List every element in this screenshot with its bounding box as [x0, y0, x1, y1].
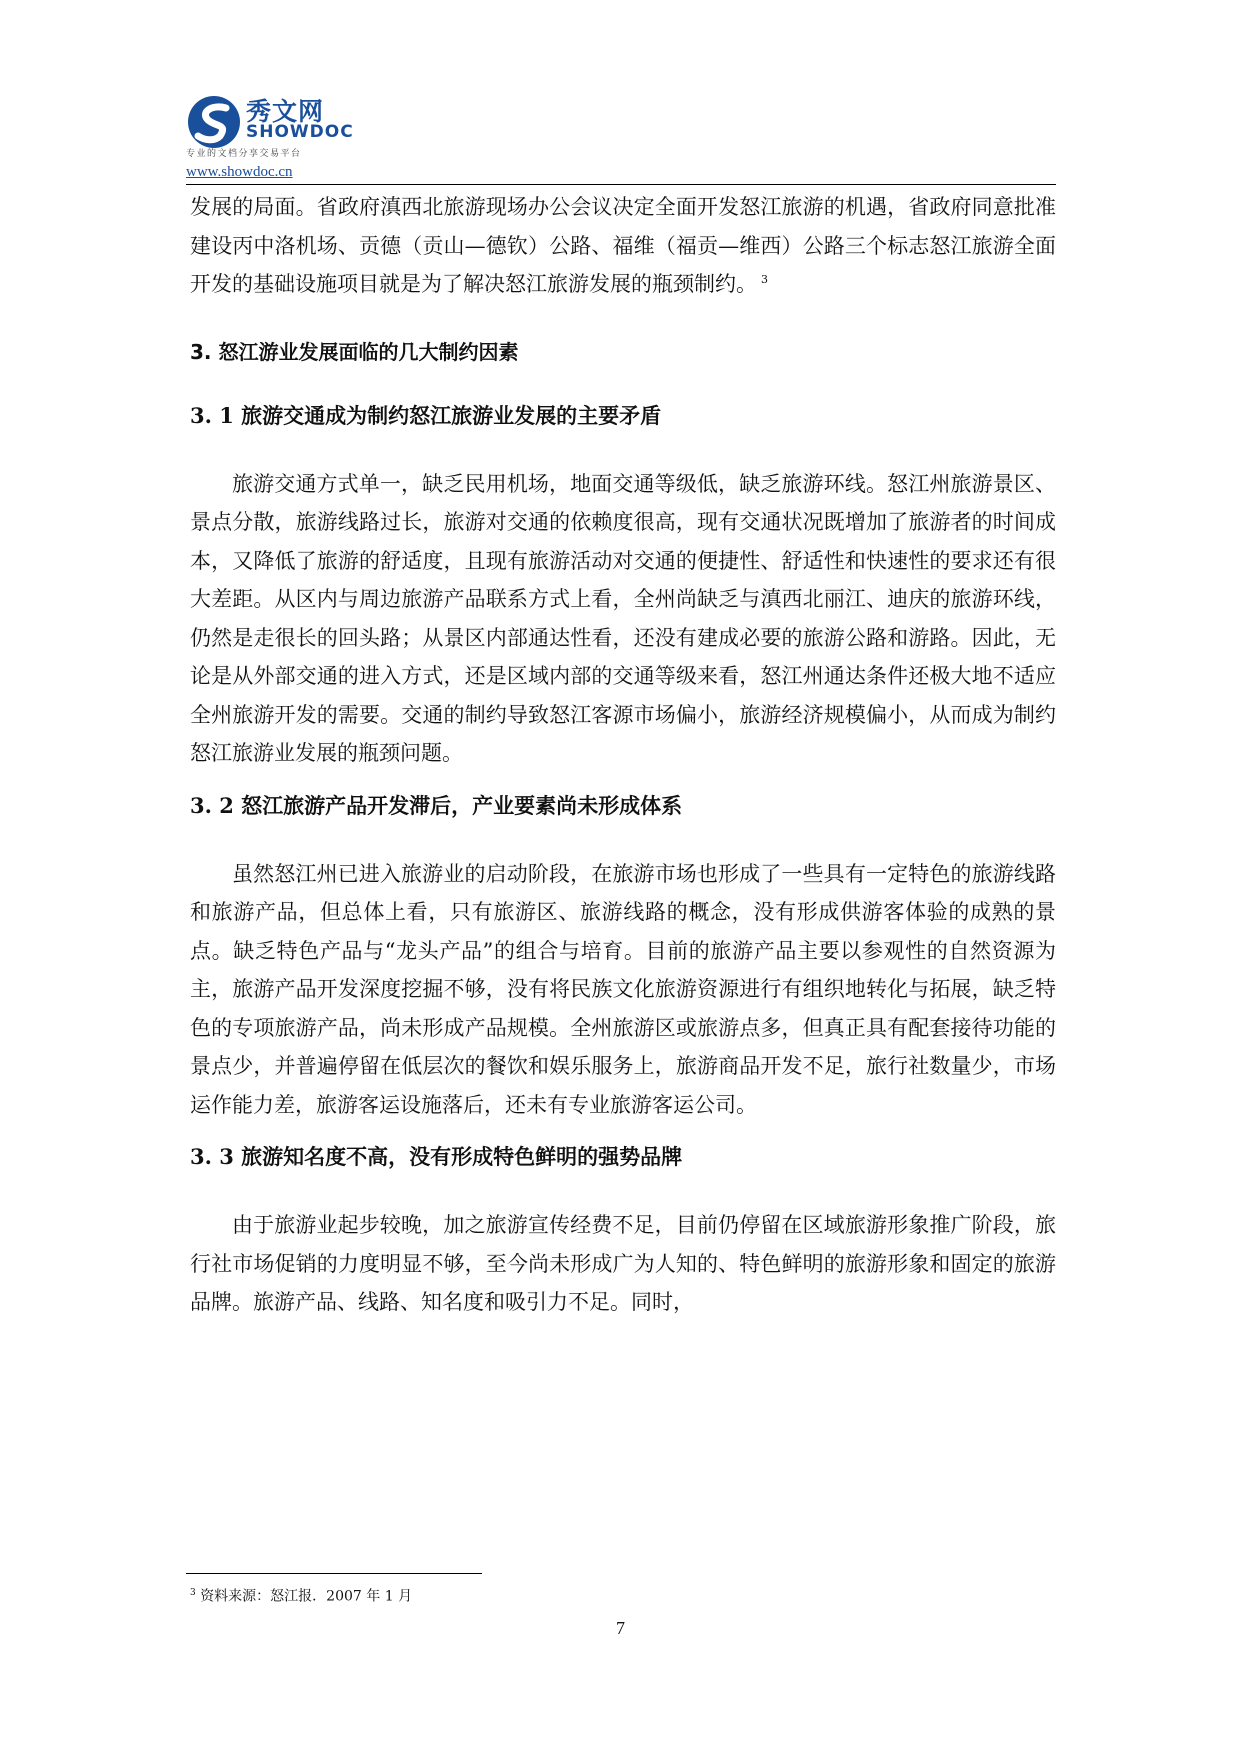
showdoc-logo [186, 88, 366, 160]
logo-tagline: 专业的文档分享交易平台 [186, 149, 302, 159]
paragraph-text: 发展的局面。省政府滇西北旅游现场办公会议决定全面开发怒江旅游的机遇，省政府同意批准建设丙中洛机场、贡德（贡山—德钦）公路、福维（福贡—维西）公路三个标志怒江旅游全面开发的基础设施项目就是为了解决怒江旅游发展的瓶颈制约。 [190, 195, 1056, 296]
footnote-mark: 3 [190, 1588, 196, 1598]
footnote-divider [186, 1573, 482, 1574]
page-header [186, 88, 1056, 183]
page-content [190, 188, 1056, 1322]
paragraph-3-3: 由于旅游业起步较晚，加之旅游宣传经费不足，目前仍停留在区域旅游形象推广阶段，旅行社市场促销的力度明显不够，至今尚未形成广为人知的、特色鲜明的旅游形象和固定的旅游品牌。旅游产品、线路、知名度和吸引力不足。同时， [190, 1213, 1056, 1314]
footnote-reference[interactable]: 3 [761, 273, 768, 286]
logo-english-name: SHOWDOC [246, 122, 354, 142]
logo-chinese-name: 秀文网 [246, 97, 325, 126]
footnote [190, 1583, 412, 1607]
subsection-title-3-3: 3. 3 旅游知名度不高，没有形成特色鲜明的强势品牌 [190, 1144, 683, 1169]
showdoc-logo-icon [186, 94, 242, 150]
paragraph-3-1: 旅游交通方式单一，缺乏民用机场，地面交通等级低，缺乏旅游环线。怒江州旅游景区、景点分散，旅游线路过长，旅游对交通的依赖度很高，现有交通状况既增加了旅游者的时间成本，又降低了旅游的舒适度，且现有旅游活动对交通的便捷性、舒适性和快速性的要求还有很大差距。从区内与周边旅游产品联系方式上看，全州尚缺乏与滇西北丽江、迪庆的旅游环线，仍然是走很长的回头路；从景区内部通达性看，还没有建成必要的旅游公路和游路。因此，无论是从外部交通的进入方式，还是区域内部的交通等级来看，怒江州通达条件还极大地不适应全州旅游开发的需要。交通的制约导致怒江客源市场偏小，旅游经济规模偏小，从而成为制约怒江旅游业发展的瓶颈问题。 [190, 471, 1056, 765]
paragraph-3-2: 虽然怒江州已进入旅游业的启动阶段，在旅游市场也形成了一些具有一定特色的旅游线路和旅游产品，但总体上看，只有旅游区、旅游线路的概念，没有形成供游客体验的成熟的景点。缺乏特色产品与“龙头产品”的组合与培育。目前的旅游产品主要以参观性的自然资源为主，旅游产品开发深度挖掘不够，没有将民族文化旅游资源进行有组织地转化与拓展，缺乏特色的专项旅游产品，尚未形成产品规模。全州旅游区或旅游点多，但真正具有配套接待功能的景点少，并普遍停留在低层次的餐饮和娱乐服务上，旅游商品开发不足，旅行社数量少，市场运作能力差，旅游客运设施落后，还未有专业旅游客运公司。 [190, 861, 1056, 1117]
page-number: 7 [616, 1618, 625, 1638]
subsection-title-3-2: 3. 2 怒江旅游产品开发滞后，产业要素尚未形成体系 [190, 792, 683, 818]
site-link[interactable]: www.showdoc.cn [186, 164, 293, 180]
header-divider [186, 184, 1056, 185]
subsection-title-3-1: 3. 1 旅游交通成为制约怒江旅游业发展的主要矛盾 [190, 402, 662, 428]
footnote-text: 资料来源：怒江报．2007 年 1 月 [195, 1588, 413, 1605]
paragraph-continued [190, 188, 1056, 304]
section-title: 3. 怒江游业发展面临的几大制约因素 [190, 339, 519, 364]
